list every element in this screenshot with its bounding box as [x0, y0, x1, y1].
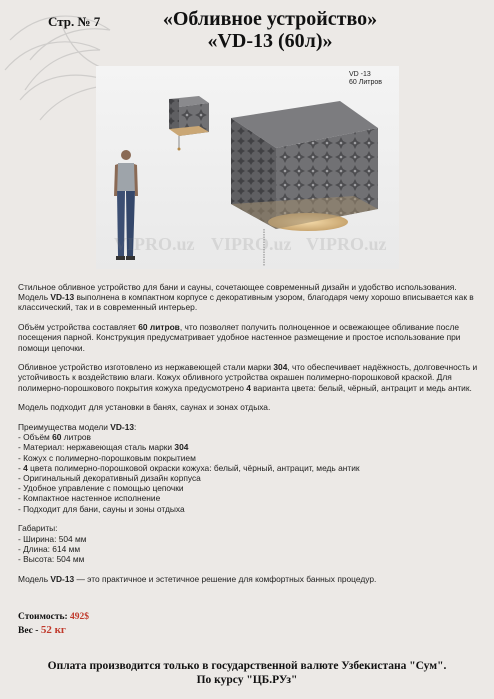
list-item: - Оригинальный декоративный дизайн корпуса	[18, 473, 201, 484]
title-line-1: «Обливное устройство»	[162, 8, 378, 30]
watermark-2: VIPRO.uz	[211, 234, 292, 254]
watermark-3: VIPRO.uz	[306, 234, 387, 254]
description-paragraph-3: Обливное устройство изготовлено из нержавеющей стали марки 304, что обеспечивает надёжность, долговечность и устойчивость к воздействию влаги. Кожух обливного устройства окрашен полимерно-порошковой краской. Для полимерно-порошкового покрытия кожуха предусмотрено 4 варианта цвета: белый, чёрный, антрацит и медь антик.	[18, 362, 478, 393]
dimension-height: - Высота: 504 мм	[18, 553, 85, 564]
price-value: 492$	[70, 612, 90, 622]
page-number: Стр. № 7	[48, 14, 101, 29]
list-item: - Объём 60 литров	[18, 432, 91, 443]
list-item: - Кожух с полимерно-порошковым покрытием	[18, 452, 196, 463]
description-paragraph-2: Объём устройства составляет 60 литров, что позволяет получить полноценное и освежающее обливание после посещения парной. Конструкция предусматривает удобное настенное размещение и простое использование при помощи цепочки.	[18, 322, 461, 353]
product-photo	[96, 66, 399, 269]
price-block	[18, 611, 89, 638]
list-item: - Материал: нержавеющая сталь марки 304	[18, 442, 189, 453]
dimensions-list	[18, 523, 480, 564]
payment-footer	[20, 659, 474, 687]
weight-line: Вес - 52 кг	[18, 624, 66, 636]
dimensions-heading: Габариты:	[18, 523, 58, 534]
model-tag-line-2: 60 Литров	[349, 79, 382, 86]
list-item: - 4 цвета полимерно-порошковой окраски кожуха: белый, чёрный, антрацит, медь антик	[18, 462, 360, 473]
model-tag-line-1: VD -13	[349, 71, 371, 78]
product-description	[18, 282, 480, 593]
watermark-1: VIPRO.uz	[114, 234, 195, 254]
advantages-heading: Преимущества модели VD-13:	[18, 422, 137, 433]
description-paragraph-4: Модель подходит для установки в банях, саунах и зонах отдыха.	[18, 402, 271, 413]
description-paragraph-1: Стильное обливное устройство для бани и сауны, сочетающее современный дизайн и удобство использования. Модель VD-13 выполнена в компактном корпусе с декоративным узором, благодаря чему хорошо вписывается как в классический, так и в современный интерьер.	[18, 282, 474, 313]
conclusion-paragraph: Модель VD-13 — это практичное и эстетичное решение для комфортных банных процедур.	[18, 573, 377, 584]
weight-value: 52 кг	[40, 624, 66, 636]
advantages-list	[18, 422, 480, 514]
dimension-width: - Ширина: 504 мм	[18, 533, 87, 544]
dimension-length: - Длина: 614 мм	[18, 543, 81, 554]
footer-line-1: Оплата производится только в государственной валюте Узбекистана "Сум".	[47, 660, 447, 672]
price-line: Стоимость: 492$	[18, 612, 90, 622]
small-device-icon	[169, 96, 209, 151]
footer-line-2: По курсу "ЦБ.РУз"	[196, 674, 298, 686]
page-title	[120, 8, 420, 52]
title-line-2: «VD-13 (60л)»	[207, 30, 333, 52]
model-label-tag	[349, 71, 397, 87]
list-item: - Компактное настенное исполнение	[18, 493, 161, 504]
list-item: - Удобное управление с помощью цепочки	[18, 483, 184, 494]
list-item: - Подходит для бани, сауны и зоны отдыха	[18, 503, 185, 514]
